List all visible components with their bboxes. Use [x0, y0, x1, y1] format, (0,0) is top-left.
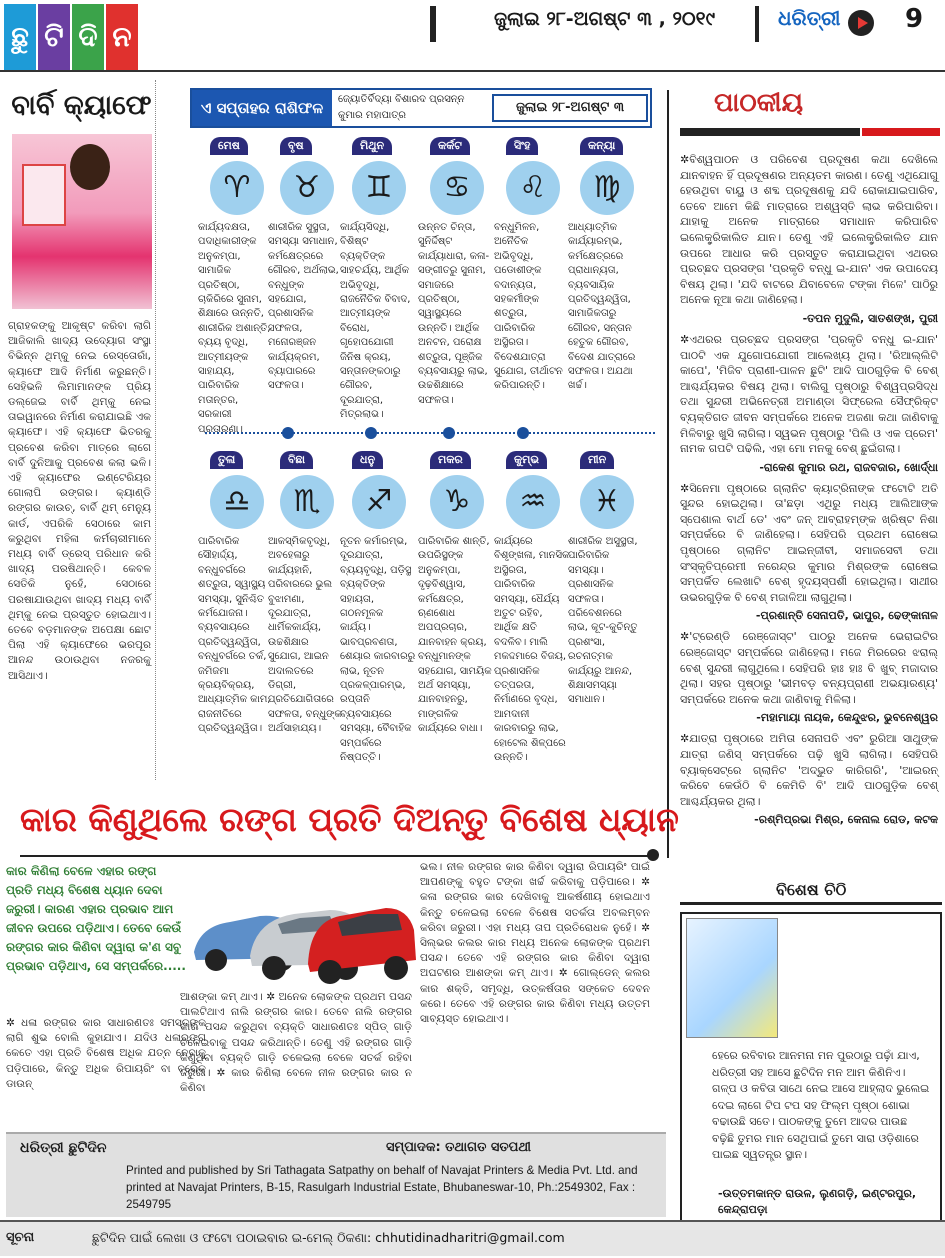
divider-dot [365, 427, 377, 439]
zodiac-name: କର୍କଟ [430, 137, 470, 155]
zodiac-forecast: ବନ୍ଧୁମିଳନ, ଅନୈତିକ ଅଭିବୃଦ୍ଧି, ପଡୋଶୀଙ୍କ ବଦାନ୍ୟତା, ସହକର୍ମୀଙ୍କ ଶତ୍ରୁତା, ପାରିବାରିକ ଅସ୍ଥିରତା। ବିଦେଶଯାତ୍ରା ସୁଯୋଗ, ତୀର୍ଥାଟନ କରିପାରନ୍ତି। [494, 222, 563, 392]
reader-letter [680, 332, 938, 475]
zodiac-forecast: ପାରିବାରିକ ଶାନ୍ତି, ଉପରିସ୍ଥଙ୍କ ଅନୁକମ୍ପା, ଦୃଢ଼ବିଶ୍ୱାସ, କର୍ମକ୍ଷେତ୍ର, ଋଣଶୋଧ ଅପପ୍ରଚାର, ଯାନବାହନ କ୍ରୟ, ବନ୍ଧୁମାନଙ୍କ ସହଯୋଗ, ସାମୟିକ ଅର୍ଥ ସମସ୍ୟା, ଯାନବାହନରୁ, ମାଙ୍ଗଳିକ କାର୍ଯ୍ୟରେ ବାଧା। [418, 536, 492, 735]
imprint-box [6, 1132, 666, 1217]
reader-letter [680, 629, 938, 725]
masthead-letter: ଦି [72, 4, 104, 70]
barbie-cafe-photo [12, 134, 152, 309]
zodiac-name: ମେଷ [210, 137, 248, 155]
car-article-headline: କାର କିଣୁଥିଲେ ରଙ୍ଗ ପ୍ରତି ଦିଅନ୍ତୁ ବିଶେଷ ଧ୍ୟାନ [20, 800, 679, 839]
zodiac-card [568, 134, 644, 394]
divider-dot [517, 427, 529, 439]
article-body: ଗ୍ରାହକଙ୍କୁ ଆକୃଷ୍ଟ କରିବା ଲାଗି ଆଜିକାଲି ଖାଦ୍ୟ ଉଦ୍ୟୋଗ ସଂସ୍ଥା ବିଭିନ୍ନ ଥିମ୍‌କୁ ନେଇ ରେସ୍ତୋରାଁ, କ୍ୟାଫେ ଆଦି ନିର୍ମାଣ କରୁଛନ୍ତି। ସେହିଭଳି ଲିମାମାନଙ୍କ ପ୍ରିୟ ଡଲ୍‌ଜେଇ ବାର୍ବି ଥିମ୍‌କୁ ନେଇ ତାଇୱାନରେ ନିର୍ମାଣ କରାଯାଇଛି ଏକ କ୍ୟାଫେ। ଏହି କ୍ୟାଫେ ଭିତରକୁ ପ୍ରବେଶ କରିବା ମାତ୍ରେ ଲାଗେ ବାର୍ବି ଦୁନିଆକୁ ପ୍ରବେଶ କଲା ଭଳି। ଏହି କ୍ୟାଫେର ଇଣ୍ଟେରିୟର ଗୋଲାପି ରଙ୍ଗର। କ୍ୟାଣ୍ଡି ରଙ୍ଗର କାଉଚ୍‌, ବାର୍ବି ଥିମ୍ ମେନ୍ୟୁ କାର୍ଡ, ଏପରିକି ସେଠାରେ କାମ କରୁଥିବା ମହିଳା କର୍ମଚାରୀମାନେ ମଧ୍ୟ ବାର୍ବି ଡ୍ରେସ୍ ପରିଧାନ କରି ଖାଦ୍ୟ ପରଷିଥାନ୍ତି। କେବଳ ସେତିକି ନୁହେଁ, ସେଠାରେ ପରଷାଯାଉଥିବା ଖାଦ୍ୟ ମଧ୍ୟ ବାର୍ବି ଥିମ୍‌କୁ ନେଇ ପ୍ରସ୍ତୁତ ହୋଇଥାଏ। ତେବେ ବଡ଼ମାନଙ୍କ ଅପେକ୍ଷା ଛୋଟ ପିଲା ଏହି କ୍ୟାଫେରେ ଭରପୂର ଆନନ୍ଦ ଉଠାଉଥିବା ନଜରକୁ ଆସିଥାଏ। [8, 320, 151, 682]
zodiac-forecast: ଆକସ୍ମିକବୃଦ୍ଧି, ଅବହେଳାରୁ କାର୍ଯ୍ୟହାନି, ପରିବାରରେ ଭୁଲ ବୁଝାମଣା, ଦୂରଯାତ୍ରା, ଧାର୍ମିକକାର୍ଯ୍ୟ, ଉଚ୍ଚଶିକ୍ଷାର ସୁଯୋଗ, ଆଇନ ଅଦାଲତରେ ଡିଗ୍ରୀ, ପ୍ରତିଯୋଗିତାରେ ସଫଳତା, ବନ୍ଧୁଙ୍କ ଅର୍ଥସାହାଯ୍ୟ। [268, 536, 342, 735]
zodiac-name: ଧନୁ [352, 451, 383, 469]
masthead-letter: ଟି [38, 4, 70, 70]
zodiac-card [340, 134, 416, 423]
zodiac-forecast: କାର୍ଯ୍ୟସିଦ୍ଧି, ବିଶିଷ୍ଟ ବ୍ୟକ୍ତିଙ୍କ ସାହଚର୍ଯ୍ୟ, ଆର୍ଥିକ ଅଭିବୃଦ୍ଧି, ରାଜନୈତିକ ବିବାଦ, ଆତ୍ମୀୟଙ୍କ ବିରୋଧ, ଗୃହୋପଯୋଗୀ ଜିନିଷ କ୍ରୟ, ସନ୍ତାନଙ୍କଠାରୁ ଗୌରବ, ଦୂରଯାତ୍ରା, ମିତ୍ରଲାଭ। [340, 222, 411, 421]
letter-text: ✲ଯାତ୍ରା ପୃଷ୍ଠାରେ ଅମିତା ସେନାପତି ଏବଂ ରୁରିଆ ସାଥୁଙ୍କ ଯାତ୍ରା ଜଣିସ୍ ସମ୍ପର୍କରେ ପଢ଼ି ଖୁସି ଲାଗିଲା। ସେହିପରି ବ୍ୟାକ୍‌ସେଟ୍‌ରେ ଗ୍ଲାନିଟ 'ଅଦ୍ଭୁତ କାରିଗରି', 'ଆଇରନ୍ କରିବେ କେଉଁଠି ବି କେମିତି ବି' ଆଦି ପାଠଗୁଡ଼ିକ ବେଶ୍ ଆଶ୍ଚର୍ଯ୍ୟକର ଥିଲା। [680, 732, 938, 808]
masthead-letter: ଛୁ [4, 4, 36, 70]
zodiac-card [418, 448, 494, 737]
special-letter-title: ବିଶେଷ ଚିଠି [776, 880, 847, 899]
zodiac-card [494, 134, 570, 394]
zodiac-icon: ♊ [352, 161, 406, 215]
zodiac-forecast: କାର୍ଯ୍ୟଦକ୍ଷତା, ପଦାଧିକାରୀଙ୍କ ଅନୁକମ୍ପା, ସାମାଜିକ ପ୍ରତିଷ୍ଠା, ଚାକିରିରେ ସୁନାମ, ଶିକ୍ଷାରେ ଉନ୍ନତି, ଶାରୀରିକ ଅଶାନ୍ତି, ବ୍ୟୟ ବୃଦ୍ଧି, ଆତ୍ମୀୟଙ୍କ ସାହାଯ୍ୟ, ପାରିବାରିକ ମତାନ୍ତର, ସରକାରୀ ପ୍ରତାରଣା। [198, 222, 271, 435]
car-article-column: ଆଶଙ୍କା କମ୍ ଥାଏ। ✲ ଅନେକ ଲୋକଙ୍କ ପ୍ରଥମ ପସନ୍ଦ ପାଲଟିଥାଏ ନାଲି ରଙ୍ଗର କାର। ତେବେ ନାଲି ରଙ୍ଗର କାର ପସନ୍ଦ କରୁଥିବା ବ୍ୟକ୍ତି ସାଧାରଣତଃ ସ୍ପିଡ୍ ଗାଡ଼ି ଚଳେଇବାକୁ ପସନ୍ଦ କରିଥାନ୍ତି। ତେଣୁ ଏହି ରଙ୍ଗର ଗାଡ଼ି କିଣୁଥିବା ବ୍ୟକ୍ତି ଗାଡ଼ି ଚଳେଇଲା ବେଳେ ସତର୍କ ରହିବା ଜରୁରୀ। ✲ କାର କିଣିଲା ବେଳେ ନୀଳ ରଙ୍ଗର କାର ନ କିଣିବା [180, 991, 412, 1095]
letter-signature: -ରଶ୍ମିପ୍ରଭା ମିଶ୍ର, କେନାଲ ରୋଡ, କଟକ [754, 813, 938, 827]
masthead-letter: ନ [106, 4, 138, 70]
zodiac-name: କୁମ୍ଭ [506, 451, 547, 469]
letter-text: ✲'ଟ୍ରେଣ୍ଡି ରେଞ୍ଜୋସ୍ଟ' ପାଠରୁ ଅନେକ ଭେରାଇଟିର ରେଞ୍ଜୋସ୍ଟ ସମ୍ପର୍କରେ ଜାଣିହେଲା। ମଜେ ମିରରେର ଝରାଲ୍ ବେଶ୍ ସୁନ୍ଦରୀ ଲାଗୁଥିଲେ। ସେହିପରି ହାଃ ହାଃ ବି ଖୁବ୍ ମଜାଦାର ଥିଲା। ସହର ପୃଷ୍ଠାରୁ 'ଭୀମବଡ଼ ବନ୍ୟପ୍ରାଣୀ ଅଭୟାରଣ୍ୟ' ସମ୍ପର୍କରେ ଅନେକ କଥା ଜାଣିବାକୁ ମିଳିଲା। [680, 630, 938, 706]
zodiac-icon: ♈ [210, 161, 264, 215]
article-title: ବାର୍ବି କ୍ୟାଫେ [11, 90, 152, 121]
zodiac-name: ମକର [430, 451, 471, 469]
header-rule [0, 70, 945, 72]
letter-text: ✲ବିଶ୍ୱପାଠନ ଓ ପରିବେଶ ପ୍ରଦୂଷଣ କଥା ଦେଖିଲେ ଯାନବାହନ ହିଁ ପ୍ରଦୂଷଣର ଅନ୍ୟତମ କାରଣ। ତେଣୁ ଏଥିଯୋଗୁ ହେଉଥିବା ବାୟୁ ଓ ଶବ୍ଦ ପ୍ରଦୂଷଣକୁ ଯଦି ରୋକାଯାଇପାରିବ, ତେବେ ଆମେ କିଛି ମାତ୍ରାରେ ଅଶ୍ୱସ୍ତି ଲାଭ କରିପାରିବା। ଯାହାକୁ ଅନେକ ମାତ୍ରାରେ ସମାଧାନ କରିପାରିବ ଇଲେକ୍ଟ୍ରିକାଲିତ ଯାନ। ତେଣୁ ଏହି ଇଲେକ୍ଟ୍ରିକାଲିତ ଯାନ ଉପରେ ଆଧାର କରି ପ୍ରସ୍ତୁତ କରାଯାଇଥିବା ଏଥରର ପ୍ରଚ୍ଛଦ ପ୍ରସଙ୍ଗ 'ପ୍ରକୃତି ବନ୍ଧୁ ଇ-ଯାନ' ଏକ ଉପାଦେୟ ବିଷୟ ଥିଲା। 'ଯଦି ବାଟରେ ଯିବାବେଳେ ଟଙ୍କା ମିଳେ' ପାଠିରୁ ଅନେକ ନୂଆ କଥା ଜାଣିହେଲା। [680, 153, 938, 307]
section-bar-accent [862, 128, 940, 136]
zodiac-forecast: କାର୍ଯ୍ୟରେ ବିଶୃଙ୍ଖଳା, ମାନସିକ ଅସ୍ଥିରତା, ପାରିବାରିକ ସମସ୍ୟା, ଧୈର୍ଯ୍ୟ ଅତୁଟ ରହିବ, ଆର୍ଥିକ କ୍ଷତି ବଦଳିବ। ମାଲି ମକଦ୍ଦମାରେ ବିଜୟ, ପ୍ରଶାସନିକ ତତ୍ପରତା, ନିର୍ମାଣରେ ବୃଦ୍ଧ, ଆମଦାନୀ କାରବାରରୁ ଲାଭ, ହୋଟେଲ ଶିଳ୍ପରେ ଉନ୍ନତି। [494, 536, 570, 764]
letters-section-title: ପାଠକୀୟ [714, 88, 804, 118]
horoscope-divider [205, 432, 655, 434]
zodiac-forecast: ଉନ୍ନତ ଚିନ୍ତା, ସୁନିର୍ଦ୍ଦିଷ୍ଟ କାର୍ଯ୍ୟାଧାରା, କଳା-ସଙ୍ଗୀତରୁ ସୁନାମ, ସମାଜରେ ପ୍ରତିଷ୍ଠା, ସ୍ୱାସ୍ଥ୍ୟରେ ଉନ୍ନତି। ଆର୍ଥିକ ଅନଟନ, ପରୋକ୍ଷ ଶତ୍ରୁତା, ପୂଞ୍ଜିକ ବ୍ୟବସାୟରୁ ଲାଭ, ଉଚ୍ଚଶିକ୍ଷାରେ ସଫଳତା। [418, 222, 490, 406]
zodiac-card [418, 134, 494, 408]
zodiac-card [268, 448, 344, 737]
play-icon [848, 10, 874, 36]
letter-signature: -ତପନ ମୁଦୁଲି, ସାତଶଙ୍ଖ, ପୁରୀ [802, 311, 938, 325]
notice-email-text: ଛୁଟିଦିନ ପାଇଁ ଲେଖା ଓ ଫଟୋ ପଠାଇବାର ଇ-ମେଲ୍ ଠିକଣା: chhutidinadharitri@gmail.com [92, 1230, 565, 1245]
letters-list [680, 152, 938, 833]
zodiac-icon: ♐ [352, 475, 406, 529]
zodiac-name: ତୁଳା [210, 451, 243, 469]
zodiac-icon: ♍ [580, 161, 634, 215]
letter-signature: -ରାକେଶ କୁମାର ରଥ, ରାଜବଜାର, ଖୋର୍ଦ୍ଧା [759, 460, 938, 474]
zodiac-icon: ♏ [280, 475, 334, 529]
zodiac-icon: ♌ [506, 161, 560, 215]
zodiac-icon: ♓ [580, 475, 634, 529]
zodiac-name: ବିଛା [280, 451, 313, 469]
reader-letter [680, 481, 938, 624]
letter-signature: -ମହାମାୟା ନାୟକ, କେନ୍ଦୁଝର, ଭୁବନେଶ୍ୱର [756, 711, 938, 725]
rashifal-title: ଏ ସପ୍ତାହର ରାଶିଫଳ [192, 90, 332, 126]
zodiac-card [268, 134, 344, 394]
reader-letter [680, 152, 938, 326]
issue-date: ଜୁଲାଇ ୨୮-ଅଗଷ୍ଟ ୩ , ୨୦୧୯ [494, 8, 716, 30]
paper-name: ଧରିତ୍ରୀ ଛୁଟିଦିନ [20, 1140, 107, 1156]
header-divider [430, 6, 436, 42]
brand-logo: ଧରିତ୍ରୀ [778, 6, 841, 30]
zodiac-card [494, 448, 570, 766]
column-divider [667, 90, 669, 858]
zodiac-forecast: ଆଧ୍ୟାତ୍ମିକ କାର୍ଯ୍ୟାରମ୍ଭ, କର୍ମକ୍ଷେତ୍ରରେ ପ୍ରାଧାନ୍ୟତା, ବ୍ୟବସାୟିକ ପ୍ରତିଦ୍ୱନ୍ଦ୍ୱିତା, ସାମାଜିକତାରୁ ଗୌରବ, ସନ୍ତାନ ହେତୁକ ଗୌରବ, ବିଦେଶ ଯାତ୍ରାରେ ସଫଳତା। ଅଯଥା ଖର୍ଚ୍ଚ। [568, 222, 636, 392]
notice-label: ସୂଚନା [6, 1230, 35, 1245]
zodiac-name: କନ୍ୟା [580, 137, 623, 155]
header-divider [755, 6, 759, 42]
rashifal-banner [190, 88, 652, 128]
car-article-column: ଭଲ। ନୀଳ ରଙ୍ଗର କାର କିଣିବା ଦ୍ୱାରା ରିପାୟରିଂ ପାଇଁ ଆପଣଙ୍କୁ ବହୁତ ଟଙ୍କା ଖର୍ଚ୍ଚ କରିବାକୁ ପଡ଼ିପାରେ। ✲ କଳା ରଙ୍ଗର କାର ଦେଖିବାକୁ ଆକର୍ଷଣୀୟ ହୋଇଥାଏ କିନ୍ତୁ ଚଳେଇଲା ବେଳେ ବିଶେଷ ସତର୍କତା ଅବଲମ୍ବନ କରିବା ଜରୁରୀ। ଏହା ମଧ୍ୟ ତାପ ପ୍ରତିରୋଧକ ନୁହେଁ। ✲ ସିଲ୍‌ଭର କଲର କାର ମଧ୍ୟ ଅନେକ ଲୋକଙ୍କ ପ୍ରଥମ ପସନ୍ଦ। ତେବେ ଏହି ରଙ୍ଗର କାର କିଣିବା ଦ୍ୱାରା ଅଘଟଣର ଆଶଙ୍କା କମ୍ ଥାଏ। ✲ ଗୋଲ୍ଡେନ୍ କଲର କାର ଶକ୍ତି, ସମୃଦ୍ଧି, ଉତ୍କର୍ଷତାର ସଙ୍କେତ ଦେବନ କରେ। ତେବେ ଏହି ରଙ୍ଗର କାର କିଣିବା ମଧ୍ୟ ଉତ୍ତମ ସାବ୍ୟସ୍ତ ହୋଇଥାଏ। [420, 861, 650, 1026]
letter-signature: -ପ୍ରଶାନ୍ତି ସେନାପତି, ଭାପୁର, ଢେଙ୍କାନାଳ [755, 609, 938, 623]
zodiac-forecast: ଶାରୀରିକ ସୁସ୍ଥତା, ସମସ୍ୟା ସମାଧାନ, କର୍ମକ୍ଷେତ୍ରରେ ଗୌରବ, ଅର୍ଥଲାଭ, ବନ୍ଧୁଙ୍କ ସହଯୋଗ, ପ୍ରଶାସନିକ ସଫଳତା, ମନୋରଞ୍ଜନ କାର୍ଯ୍ୟକ୍ରମ, ବ୍ୟାପାରରେ ସଫଳତା। [268, 222, 339, 392]
barbie-cafe-article [8, 80, 156, 780]
zodiac-name: ସିଂହ [506, 137, 538, 155]
special-letter-signature: -ଉତ୍ତମକାନ୍ତ ରାଉଳ, ଲୁଣଗଡ଼ି, ଇଣ୍ଟରପୁର, କେନ୍ଦ୍ରାପଡ଼ା [718, 1187, 917, 1216]
page-number: 9 [905, 4, 924, 34]
zodiac-forecast: ନୂତନ କର୍ମାରମ୍ଭ, ଦୂରଯାତ୍ରା, ବ୍ୟୟବୃଦ୍ଧି, ପଡ଼ିସ୍ଥ ବ୍ୟକ୍ତିଙ୍କ ସହାୟତା, ଗଠନମୂଳକ କାର୍ଯ୍ୟ। ଭାବପ୍ରବଣତା, ଶେୟାର କାରବାରରୁ ଲାଭ, ନୂତନ ପ୍ରକଳ୍ପାରମ୍ଭ, ରପ୍ତାନି ବ୍ୟବସାୟରେ ସମସ୍ୟା, ବୈବାହିକ ସମ୍ପର୍କରେ ନିଷ୍ପତ୍ତି। [340, 536, 416, 764]
zodiac-icon: ♎ [210, 475, 264, 529]
letter-text: ✲ସିନେମା ପୃଷ୍ଠାରେ ଗ୍ଲାନିଟ କ୍ୟାଟ୍ରିନାଙ୍କ ଫଟୋଟି ଅତି ସୁନ୍ଦର ହୋଇଥିଲା। ତା'ଛଡ଼ା ଏଥିରୁ ମଧ୍ୟ ଆଲିଆଙ୍କ ସ୍ପେଶାଲ ବାର୍ଥ ଡେ' ଏବଂ ଜନ୍ ଆବ୍ରାହମ୍‌ଙ୍କ ଖ୍ରିଷ୍ଟ ନିଶା ସମ୍ପର୍କରେ ବି ଜାଣିହେଲା। ସେହିପରି ପ୍ରଥମ ରୋଷେଇ ପୃଷ୍ଠାରେ ଗ୍ଲାନିଟ ଆଇନ୍‌ଜୀବୀ, ସମାଜସେବୀ ତଥା ସଂସ୍କୃତିପ୍ରେମୀ ନରେନ୍ଦ୍ର କୁମାର ମିଶ୍ରଙ୍କ ରୋଷେଇ ସମ୍ପର୍କିତ ଲେଖାଟି ବେଶ୍ ହୃଦୟସ୍ପର୍ଶୀ ହୋଇଥିଲା। ସାଥୀର ଉଭରଗୁଡ଼ିକ ବି ବେଶ୍ ମଜାଳିଆ ଲାଗୁଥିଲା। [680, 481, 938, 604]
zodiac-card [568, 448, 644, 708]
zodiac-name: ବୃଷ [280, 137, 312, 155]
cars-photo [190, 860, 418, 985]
zodiac-icon: ♑ [430, 475, 484, 529]
headline-rule [20, 855, 652, 857]
rashifal-author: ଜ୍ୟୋତିର୍ବିଦ୍ୟା ବିଶାରଦ ପ୍ରସନ୍ନ କୁମାର ମହାପାତ୍ର [338, 94, 465, 121]
zodiac-name: ମିଥୁନ [352, 137, 392, 155]
car-article-column: ✲ ଧଳା ରଙ୍ଗର କାର ସାଧାରଣତଃ ସମସ୍ତଙ୍କ ଲାଗି ଶୁଭ ବୋଲି କୁହାଯାଏ। ଯଦିଓ ଧଳାରଙ୍ଗ କେତେ ଏହା ପ୍ରତି ବିଶେଷ ଅଧିକ ଯତ୍ନ ନେବାକୁ ପଡ଼ିପାରେ, କିନ୍ତୁ ଅଧିକ ରିପାୟରିଂ ବା ବ୍ରେକ୍ ଡାଉନ୍ [6, 1017, 206, 1090]
zodiac-forecast: ପାରିବାରିକ ସୌହାର୍ଦ୍ଦ୍ୟ, ବନ୍ଧୁବର୍ଗରେ ଶତ୍ରୁତା, ସ୍ୱାସ୍ଥ୍ୟ ସମସ୍ୟା, ସୁନିଶ୍ଚିତ କର୍ମଯୋଜନା। ବ୍ୟବସାୟରେ ପ୍ରତିଦ୍ୱନ୍ଦ୍ୱିତା, ବନ୍ଧୁବର୍ଗରେ ତର୍କ, ଜମିଜମା କ୍ରୟବିକ୍ରୟ, ଆଧ୍ୟାତ୍ମିକ କାମ, ରାଜନୀତିରେ ପ୍ରତିଦ୍ୱନ୍ଦ୍ୱିତା। [198, 536, 271, 735]
divider-dot [282, 427, 294, 439]
editor-name: ସମ୍ପାଦକ: ତଥାଗତ ସତପଥୀ [386, 1140, 531, 1155]
special-letter-poem: ହେରେ ରବିବାର ଆନମନା ମନ ପୁରଠାରୁ ପଢ଼ାଁ ଯାଏ, ଧରିତ୍ରୀ ସହ ଆସେ ଛୁଟିଦିନ ମନ ଆମ କିଣିନିଏ। ଗଳ୍ପ ଓ କବିତା ସାଥେ ନେଇ ଆସେ ଆହ୍ଲାଦ ଭୁଲେଇ ଦେଇ ଲାଗେ ଟିପ ଟପ ସହ ଫିଲ୍ମ ପୃଷ୍ଠା ଶୋଭା ବଢାଉଛି ସତେ। ପାଠକଙ୍କୁ ତୁମେ ଆଦର ପାଉଛ ବଢ଼ିଛି ତୁମର ମାନ ସେଥିପାଇଁ ତୁମେ ସାରା ଓଡ଼ିଶାରେ ପାଇଛ ସ୍ୱତନ୍ତ୍ର ସ୍ଥାନ। [712, 1049, 930, 1161]
page-header [0, 0, 945, 78]
zodiac-card [198, 134, 274, 437]
zodiac-forecast: ଶାରୀରିକ ଅସୁସ୍ଥତା, ପାରିବାରିକ ସମସ୍ୟା। ପ୍ରଶାସନିକ ସଫଳତା। ପରିବେଶନରେ ଲାଭ, କୂଟ-କୁଚିନ୍ତୁ ପ୍ରଶଂସା, ରଚନାତ୍ମକ କାର୍ଯ୍ୟରୁ ଆନନ୍ଦ, ଶିକ୍ଷାସମସ୍ୟା ସମାଧାନ। [568, 536, 638, 706]
section-bar [680, 128, 860, 136]
section-bar [680, 902, 942, 905]
zodiac-card [198, 448, 274, 737]
rashifal-date: ଜୁଲାଇ ୨୮-ଅଗଷ୍ଟ ୩ [492, 94, 648, 122]
printer-imprint: Printed and published by Sri Tathagata Satpathy on behalf of Navajat Printers & Media Pvt. Ltd. and printed at Navajat Printers, B-15, Rasulgarh Industrial Estate, Bhubaneswar-10, Ph.:2549302, Fax : 2549795 [126, 1164, 638, 1211]
zodiac-icon: ♋ [430, 161, 484, 215]
reader-letter [680, 731, 938, 827]
notice-bar [0, 1220, 945, 1256]
divider-dot [443, 427, 455, 439]
zodiac-name: ମୀନ [580, 451, 614, 469]
letter-text: ✲ଏଥରର ପ୍ରଚ୍ଛଦ ପ୍ରସଙ୍ଗ 'ପ୍ରକୃତି ବନ୍ଧୁ ଇ-ଯାନ' ପାଠଟି ଏକ ଯୁଗୋପଯୋଗୀ ଆଲେଖ୍ୟ ଥିଲା। 'ରିଆଲ୍ଲିଟି କାପେ', 'ମିଜିବ ପ୍ରାଣୀ-ପାଳନ ଛୁଟି' ଆଦି ପାଠଗୁଡ଼ିକ ବି ବେଶ୍ ଆଶ୍ଚର୍ଯ୍ୟକର ବିଷୟ ଥିଲା। ବାଲିଗୁ ପୃଷ୍ଠାରୁ ବିଶ୍ୱପ୍ରସିଦ୍ଧ ତଥା ସୁନ୍ଦରୀ ଅଭିନେତ୍ରୀ ଅମାଣ୍ଡା ସିଫ୍ରେଲ ସୈଫ୍ରିକ୍ଟ ବ୍ୟକ୍ତିଗତ ଜୀବନ ସମ୍ପର୍କରେ ଅନେକ ଅଜଣା କଥା ଜାଣିବାକୁ ମିଳିବାରୁ ଖୁସି ଲାଗିଲା। ସ୍ୱଭନ ପୃଷ୍ଠାରୁ 'ପିଲି ଓ ଏକ ପ୍ରେମ' ନାମକ ଗପଟି ପଢିଲି, ଏହା ମୋ ମନକୁ ବେଶ୍ ଛୁଇଁଗଲା। [680, 332, 938, 456]
car-article-intro: କାର କିଣିଲା ବେଳେ ଏହାର ରଙ୍ଗ ପ୍ରତି ମଧ୍ୟ ବିଶେଷ ଧ୍ୟାନ ଦେବା ଜରୁରୀ। କାରଣ ଏହାର ପ୍ରଭାବ ଆମ ଜୀବନ ଉପରେ ପଡ଼ିଥାଏ। ତେବେ କେଉଁ ରଙ୍ଗର କାର କିଣିବା ଦ୍ୱାରା କ'ଣ ସବୁ ପ୍ରଭାବ ପଡ଼ିଥାଏ, ସେ ସମ୍ପର୍କରେ..... [6, 864, 186, 973]
zodiac-card [340, 448, 416, 766]
zodiac-icon: ♉ [280, 161, 334, 215]
zodiac-icon: ♒ [506, 475, 560, 529]
magazine-cover-image [686, 918, 778, 1038]
